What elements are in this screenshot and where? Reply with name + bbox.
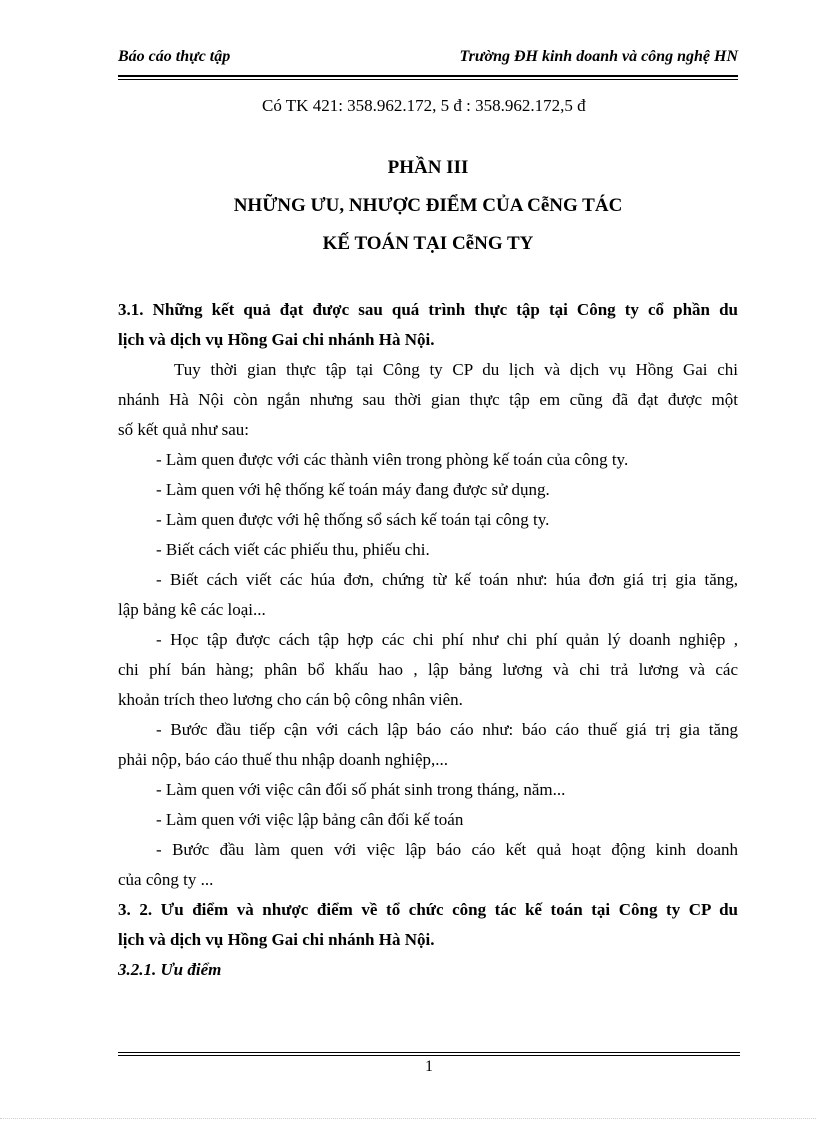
account-line: Có TK 421: 358.962.172, 5 đ : 358.962.172,5 đ — [262, 96, 586, 115]
header-rule-thin — [118, 79, 738, 80]
list-item: - Làm quen được với hệ thống sổ sách kế toán tại công ty. — [156, 510, 550, 529]
section-title-line-2: KẾ TOÁN TẠI CễNG TY — [322, 233, 534, 254]
list-item: - Bước đầu tiếp cận với cách lập báo cáo như: báo cáo thuế giá trị gia tăng — [156, 720, 738, 739]
list-item: - Làm quen với việc cân đối số phát sinh trong tháng, năm... — [156, 780, 566, 799]
header-right-text: Trường ĐH kinh doanh và công nghệ HN — [459, 48, 738, 65]
heading-3-1-line-2: lịch và dịch vụ Hồng Gai chi nhánh Hà Nội. — [118, 330, 435, 349]
footer-rule-thin — [118, 1055, 740, 1056]
heading-3-2-line-2: lịch và dịch vụ Hồng Gai chi nhánh Hà Nội. — [118, 930, 435, 949]
list-item-continuation: khoản trích theo lương cho cán bộ công nhân viên. — [118, 690, 463, 709]
heading-3-2-1: 3.2.1. Ưu điểm — [118, 960, 222, 979]
intro-line-1: Tuy thời gian thực tập tại Công ty CP du lịch và dịch vụ Hồng Gai chi — [174, 360, 738, 379]
list-item: - Làm quen với việc lập bảng cân đối kế toán — [156, 810, 464, 829]
list-item: - Làm quen được với các thành viên trong phòng kế toán của công ty. — [156, 450, 629, 469]
page-header — [118, 48, 738, 70]
section-title-line-1: NHỮNG ƯU, NHƯỢC ĐIỂM CỦA CễNG TÁC — [233, 195, 623, 216]
list-item: - Học tập được cách tập hợp các chi phí như chi phí quản lý doanh nghiệp , — [156, 630, 738, 649]
list-item: - Biết cách viết các húa đơn, chứng từ kế toán như: húa đơn giá trị gia tăng, — [156, 570, 738, 589]
list-item: - Bước đầu làm quen với việc lập báo cáo kết quả hoạt động kinh doanh — [156, 840, 738, 859]
list-item-continuation: của công ty ... — [118, 870, 214, 889]
list-item-continuation: phải nộp, báo cáo thuế thu nhập doanh nghiệp,... — [118, 750, 449, 769]
list-item: - Làm quen với hệ thống kế toán máy đang được sử dụng. — [156, 480, 550, 499]
page-number: 1 — [425, 1058, 433, 1075]
list-item-continuation: chi phí bán hàng; phân bổ khấu hao , lập bảng lương và chi trả lương và các — [118, 660, 738, 679]
intro-line-2: nhánh Hà Nội còn ngắn nhưng sau thời gian thực tập em cũng đã đạt được một — [118, 390, 738, 409]
intro-line-3: số kết quả như sau: — [118, 420, 250, 439]
page-bottom-edge — [0, 1118, 816, 1119]
part-title: PHẦN III — [387, 157, 469, 178]
list-item-continuation: lập bảng kê các loại... — [118, 600, 266, 619]
footer-rule — [118, 1052, 740, 1053]
heading-3-2-line-1: 3. 2. Ưu điểm và nhược điểm về tổ chức công tác kế toán tại Công ty CP du — [118, 900, 738, 919]
header-rule — [118, 75, 738, 77]
list-item: - Biết cách viết các phiếu thu, phiếu chi. — [156, 540, 430, 559]
header-left-text: Báo cáo thực tập — [118, 48, 231, 65]
heading-3-1-line-1: 3.1. Những kết quả đạt được sau quá trình thực tập tại Công ty cổ phần du — [118, 300, 738, 319]
